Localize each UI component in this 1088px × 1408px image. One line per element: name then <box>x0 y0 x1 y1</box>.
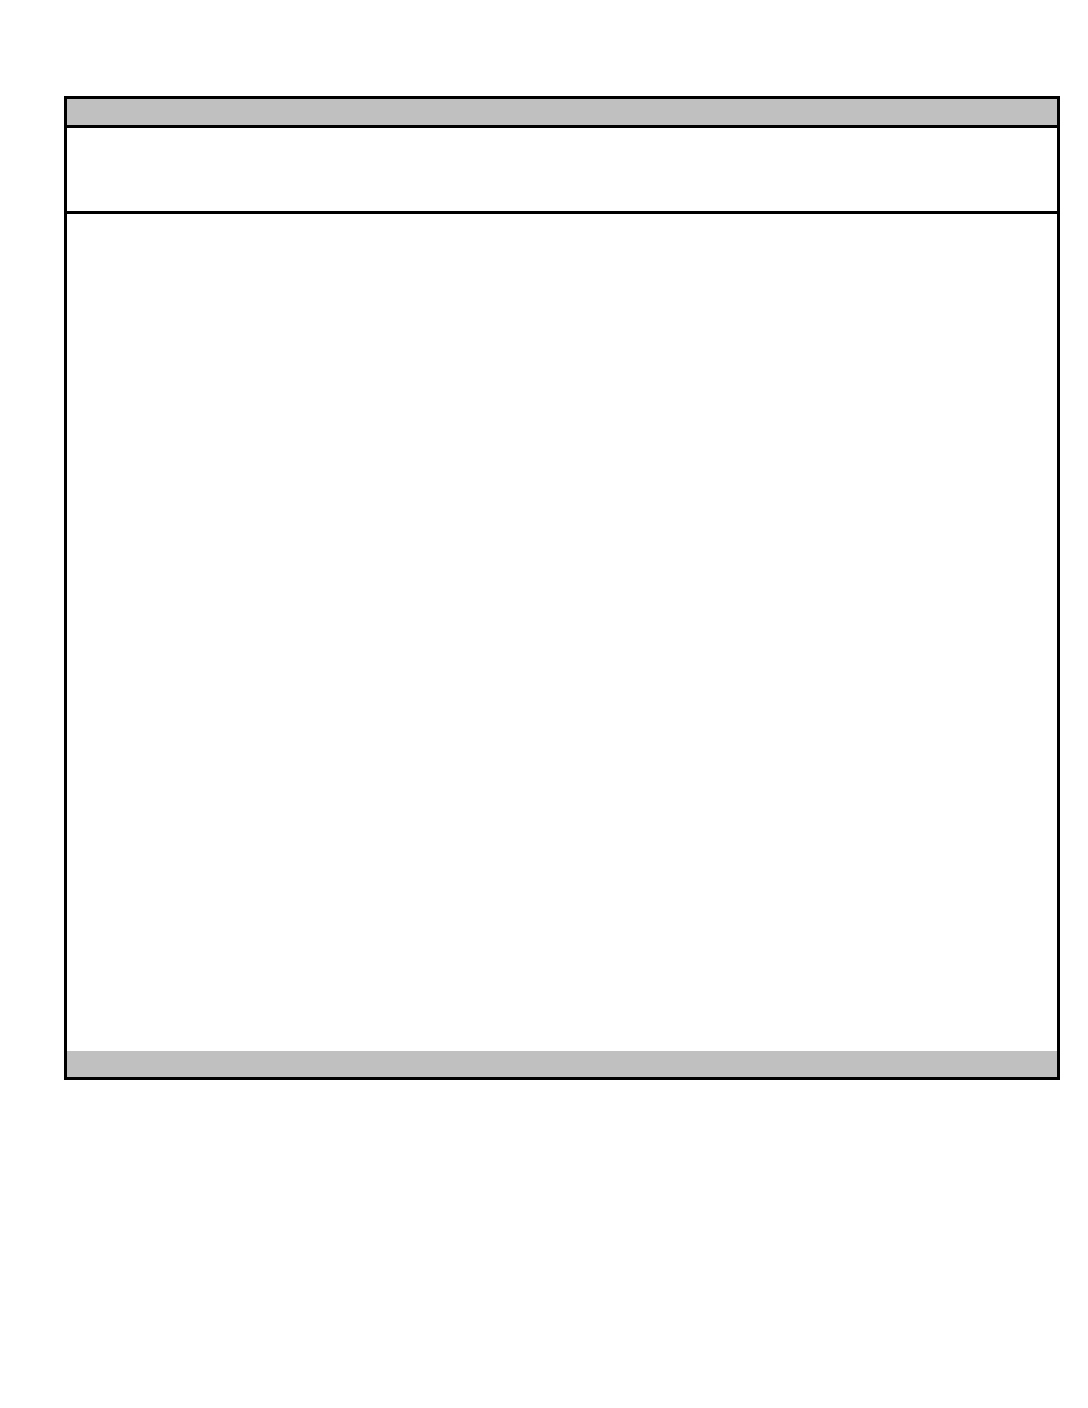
time-column <box>0 0 64 1100</box>
field-header-row <box>67 128 1057 214</box>
schedule-table <box>64 96 1060 1080</box>
footer <box>67 1051 1057 1077</box>
schedule-title <box>67 99 1057 128</box>
